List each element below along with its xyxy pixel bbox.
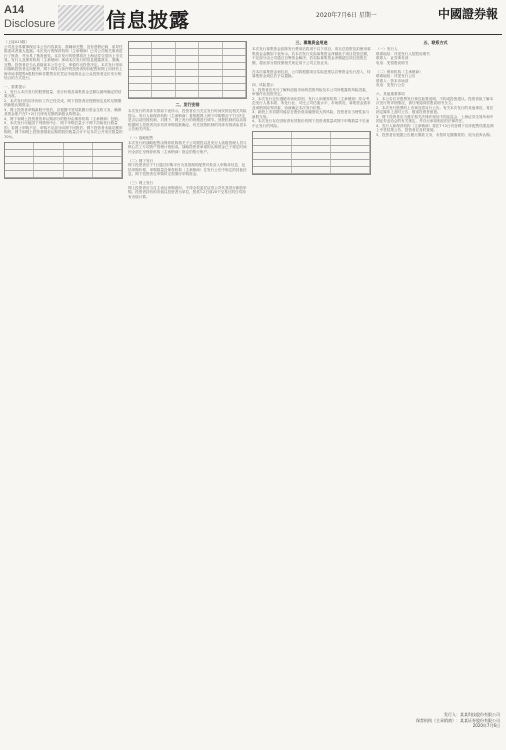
issuer-line: 发行人：某某科技股份有限公司 [444, 712, 500, 717]
column-heading: 二、发行安排 [175, 102, 200, 107]
text-column-3 [252, 38, 371, 740]
data-table [252, 131, 371, 175]
column-heading: 五、联系方式 [423, 40, 448, 45]
page-header [0, 0, 506, 36]
column-body: （上接A13版） 公司及全体董事保证本公告内容真实、准确和完整，没有虚假记载、误导性陈述或者重大遗漏。本次发行的保荐机构（主承销商）已对公司相关事项进行了核查，并出具了核查意见。本次发行的股票将在上海证券交易所上市交易。发行人及保荐机构（主承销商）承诺本次发行的信息披露真实、准确、完整。投资者应当认真阅读本公告全文，审慎作出投资决定。本次发行采用向战略投资者定向配售、网下向符合条件的投资者询价配售和网上向持有上海市场非限售A股股份和非限售存托凭证市值的社会公众投资者定价发行相结合的方式进行。 一、重要提示 1、发行人本次发行的股票数量、发行价格及募集资金总额以最终确定的结果为准。 2、本次发行的初步询价工作已经完成，网下投资者应按照规定及时足额缴纳新股认购资金。 3、网上投资者申购新股中签后，应根据中签结果履行资金交收义务，确保其资金账户在T+2日日终有足额的新股认购资金。 4、网下和网上投资者放弃认购部分的股份由保荐机构（主承销商）包销。 5、本次发行可能因下列情形中止：网下申购总量小于网下初始发行数量的；若网上申购不足，申购不足部分向网下回拨后，网下投资者未能足额申购的；网下和网上投资者缴款认购的股份数量合计不足本次公开发行数量的70%。 [4, 40, 123, 139]
header-decoration [58, 5, 104, 31]
section-title-cn: 信息披露 [106, 8, 190, 32]
text-column-4 [376, 38, 495, 740]
header-rule [4, 34, 502, 35]
underwriter-line: 保荐机构（主承销商）：某某证券股份有限公司 [416, 717, 500, 723]
date-line: 2020年7月6日 [472, 723, 500, 728]
column-body: 本次发行募集资金扣除发行费用后将用于以下项目，项目总投资及拟使用募集资金金额如下表所示。若本次发行实际募集资金净额低于项目投资总额，不足部分由公司通过自筹资金解决；若实际募集资金净额超过项目投资总额，超出部分将按照相关规定用于公司主营业务。 在本次募集资金到位前，公司将根据项目实际进度以自筹资金先行投入，待募集资金到位后予以置换。 四、风险提示 1、投资者应充分了解科创板市场的投资风险及本公司所披露的风险因素，审慎作出投资决定。 2、本次发行定价遵循市场化原则，发行人和保荐机构（主承销商）综合考虑发行人基本面、所处行业、可比公司估值水平、市场情况、募集资金需求及承销风险等因素，协商确定本次发行价格。 3、新股上市初期可能存在股价波动幅度较大的风险，投资者应当理性参与新股交易。 4、本次发行存在因取得有效报价的网下投资者数量或网下申购数量不足而中止发行的风险。 [252, 47, 371, 128]
text-column-1 [4, 38, 123, 740]
data-table [4, 142, 123, 179]
data-table [128, 41, 247, 99]
page-number: A14 [4, 4, 25, 16]
date-info: 2020年7月6日 星期一 [316, 12, 377, 19]
column-heading: 三、募集资金用途 [295, 40, 328, 45]
signature-block [380, 712, 500, 729]
section-title-en: Disclosure [4, 18, 56, 30]
column-body: （一）发行人 联系地址：详见发行人招股说明书 联系人：证券事务部 电话：见招股说明书 （二）保荐机构（主承销商） 联系地址：详见发行公告 联系人：资本市场部 电话：见发行公告 六、其他重要事项 1、本公告仅对股票发行事宜扼要说明，不构成投资建议。投资者欲了解本次发行的详细情况，请仔细阅读招股说明书全文。 2、本次发行股票的上市事宜将另行公告。有关本次发行的其他事宜，将在指定媒体上及时公告，敬请投资者留意。 3、网下投资者应当遵守相关法律法规及中国证监会、上海证券交易所和中国证券业协会的有关规定，并自行承担相应的法律责任。 4、发行人和保荐机构（主承销商）将在T+2日刊登网下初步配售结果及网上中签结果公告，投资者应及时查阅。 5、投资者应根据公告履行缴款义务，未按时足额缴款的，视为放弃认购。 [376, 47, 494, 137]
column-body: 本次发行的具体安排如下表所示，投资者应当关注发行时间安排及相关风险提示。发行人和保荐机构（主承销商）将根据网上网下申购情况于T日决定是否启动回拨机制，对网下、网上发行的规模进行调节。回拨机制的启动将根据网上投资者初步有效申购倍数确定。有关回拨机制的具体安排请参见本公告相关内容。 （一）战略配售 本次发行的战略配售由保荐机构相关子公司跟投以及发行人高级管理人员与核心员工专项资产管理计划组成。战略投资者承诺的认购资金已于规定时间内全部汇至保荐机构（主承销商）指定的银行账户。 （二）网下发行 网下投资者应于T日通过申购平台为其管理的配售对象录入申购单信息，包括申购价格、申购数量及保荐机构（主承销商）在发行公告中规定的其他信息。网下投资者在申购时无需缴付申购资金。 （三）网上发行 网上投资者应当自主表达申购意向，不得全权委托证券公司代其进行新股申购。投资者持有的市值以投资者为单位，按其T-2日前20个交易日的日均持有市值计算。 [128, 109, 247, 199]
newspaper-name: 中國證券報 [438, 7, 499, 21]
text-column-2 [128, 38, 247, 740]
